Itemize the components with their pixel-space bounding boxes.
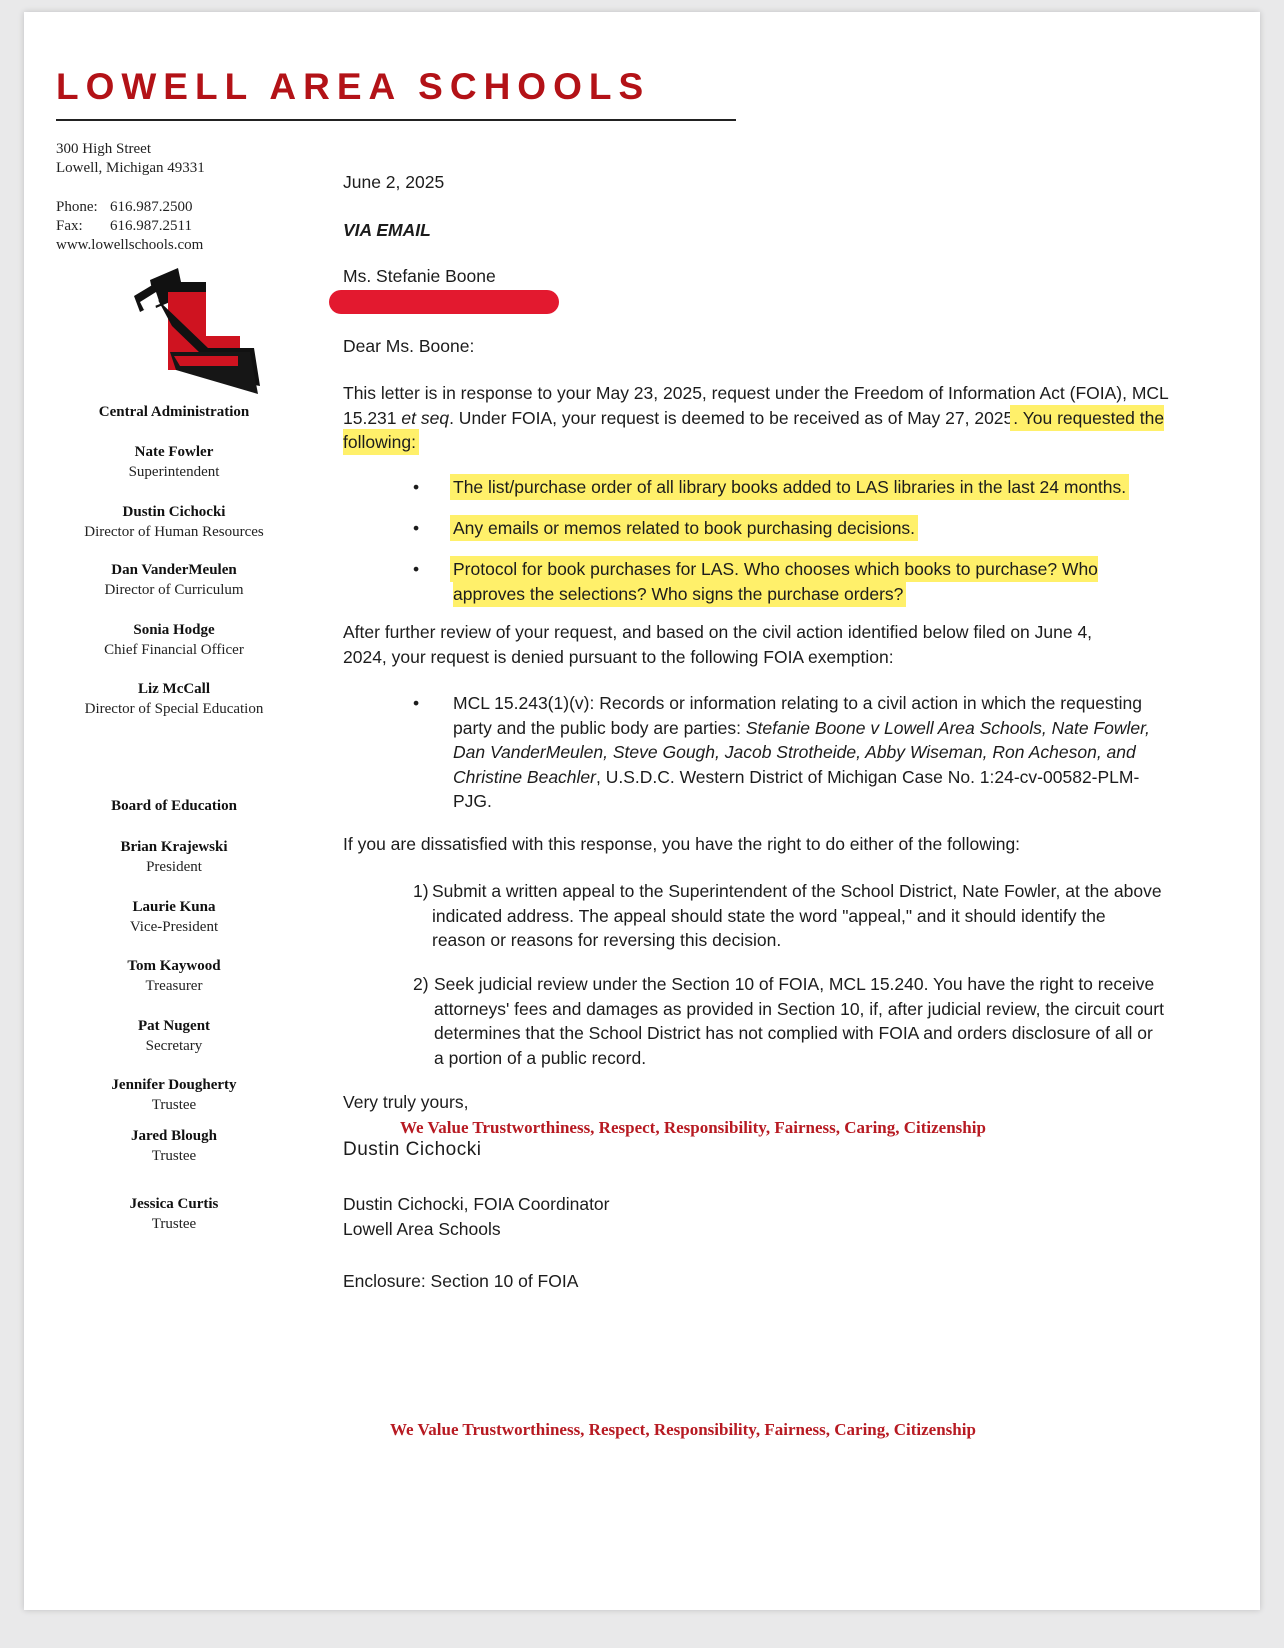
bullet-dot: • bbox=[413, 477, 420, 497]
board-name: Jared Blough bbox=[131, 1128, 217, 1144]
enclosure: Enclosure: Section 10 of FOIA bbox=[343, 1271, 579, 1291]
board-entry bbox=[24, 956, 324, 996]
intro-paragraph bbox=[343, 381, 1183, 455]
board-title: Vice-President bbox=[129, 919, 219, 935]
board-name: Pat Nugent bbox=[137, 1018, 211, 1034]
salutation: Dear Ms. Boone: bbox=[343, 336, 475, 356]
board-name: Jennifer Dougherty bbox=[111, 1077, 237, 1093]
board-entry bbox=[24, 1075, 324, 1115]
exemption-case-name: Stefanie Boone v Lowell Area Schools, Nate Fowler, Dan VanderMeulen, Steve Gough, Jacob Strotheide, Abby Wiseman, Ron Acheson, and Christine Beachler bbox=[453, 717, 1150, 787]
lowell-l-logo bbox=[110, 262, 260, 398]
rights-number: 2) bbox=[413, 974, 429, 994]
signer-title: Dustin Cichocki, FOIA Coordinator bbox=[343, 1194, 610, 1214]
delivery-method: VIA EMAIL bbox=[343, 220, 431, 240]
exemption-statute: MCL 15.243(1)(v): Records or information relating to a civil action in which the requesting party and the public body are parties: bbox=[453, 693, 1142, 738]
board-title: Trustee bbox=[151, 1097, 197, 1113]
board-name: Brian Krajewski bbox=[120, 839, 228, 855]
phone-label: Phone: bbox=[56, 199, 98, 215]
staff-name: Liz McCall bbox=[137, 681, 211, 697]
board-title: Secretary bbox=[145, 1038, 203, 1054]
board-entry bbox=[24, 1126, 324, 1166]
address-block bbox=[56, 140, 205, 178]
sidebar bbox=[24, 12, 324, 1610]
intro-text-3: 5 bbox=[1003, 407, 1014, 428]
letter-page bbox=[24, 12, 1260, 1610]
rights-text: Submit a written appeal to the Superintendent of the School District, Nate Fowler, at the above indicated address. The appeal should state the word "appeal," and it should identify the reason or reasons for reversing this decision. bbox=[432, 881, 1162, 950]
footer-slogan: We Value Trustworthiness, Respect, Responsibility, Fairness, Caring, Citizenship bbox=[390, 1420, 976, 1439]
staff-entry bbox=[24, 560, 324, 600]
board-title: President bbox=[146, 859, 202, 875]
board-entry bbox=[24, 1016, 324, 1056]
staff-title: Director of Special Education bbox=[84, 701, 264, 717]
signature: Dustin Cichocki bbox=[343, 1139, 482, 1160]
closing: Very truly yours, bbox=[343, 1092, 469, 1112]
redaction-bar bbox=[329, 290, 559, 314]
request-text: Any emails or memos related to book purchasing decisions. bbox=[453, 518, 916, 538]
board-entry bbox=[24, 837, 324, 877]
exemption-text bbox=[453, 691, 1153, 814]
central-admin-heading: Central Administration bbox=[98, 404, 250, 420]
fax-label: Fax: bbox=[56, 218, 83, 234]
staff-name: Sonia Hodge bbox=[133, 622, 215, 638]
contact-block bbox=[56, 198, 203, 255]
slogan-inline: We Value Trustworthiness, Respect, Responsibility, Fairness, Caring, Citizenship bbox=[400, 1118, 986, 1137]
request-text: The list/purchase order of all library books added to LAS libraries in the last 24 months. bbox=[453, 477, 1127, 497]
staff-entry bbox=[24, 442, 324, 482]
exemption-case-number: , U.S.D.C. Western District of Michigan Case No. 1:24-cv-00582-PLM-PJG. bbox=[453, 766, 1140, 811]
board-name: Laurie Kuna bbox=[132, 899, 216, 915]
letter-date: June 2, 2025 bbox=[343, 172, 445, 192]
board-name: Tom Kaywood bbox=[127, 958, 221, 974]
address-city: Lowell, Michigan 49331 bbox=[56, 160, 205, 176]
staff-name: Dan VanderMeulen bbox=[111, 562, 237, 578]
board-heading: Board of Education bbox=[111, 798, 237, 814]
signer-organization: Lowell Area Schools bbox=[343, 1219, 501, 1239]
staff-entry bbox=[24, 502, 324, 542]
board-title: Trustee bbox=[151, 1148, 197, 1164]
board-title: Trustee bbox=[151, 1216, 197, 1232]
bullet-dot: • bbox=[413, 693, 420, 713]
intro-et-seq: et seq bbox=[401, 407, 450, 428]
address-street: 300 High Street bbox=[56, 141, 151, 157]
staff-name: Nate Fowler bbox=[134, 444, 214, 460]
staff-entry bbox=[24, 620, 324, 660]
intro-text: This letter is in response to your May 23, 2025, request under the Freedom of Information Act (FOIA), MCL 15.231 bbox=[343, 383, 1169, 428]
phone-number: 616.987.2500 bbox=[110, 199, 193, 215]
staff-title: Director of Curriculum bbox=[104, 582, 244, 598]
bullet-dot: • bbox=[413, 559, 420, 579]
intro-highlight: . You requested the following: bbox=[343, 407, 1165, 452]
board-title: Treasurer bbox=[145, 978, 203, 994]
recipient-name: Ms. Stefanie Boone bbox=[343, 266, 496, 286]
denial-paragraph: After further review of your request, and based on the civil action identified below filed on June 4, 2024, your request is denied pursuant to the following FOIA exemption: bbox=[343, 622, 1093, 667]
board-entry bbox=[24, 897, 324, 937]
intro-text-2: . Under FOIA, your request is deemed to be received as of May 27, 202 bbox=[449, 407, 1004, 428]
fax-number: 616.987.2511 bbox=[110, 218, 192, 234]
request-text: Protocol for book purchases for LAS. Who chooses which books to purchase? Who approves the selections? Who signs the purchase orders? bbox=[453, 559, 1098, 604]
letterhead-brand: LOWELL AREA SCHOOLS bbox=[56, 66, 651, 107]
board-name: Jessica Curtis bbox=[129, 1196, 219, 1212]
rights-intro: If you are dissatisfied with this response, you have the right to do either of the following: bbox=[343, 834, 1021, 854]
staff-name: Dustin Cichocki bbox=[122, 504, 226, 520]
website: www.lowellschools.com bbox=[56, 237, 204, 253]
board-entry bbox=[24, 1194, 324, 1234]
staff-title: Superintendent bbox=[128, 464, 220, 480]
staff-entry bbox=[24, 679, 324, 719]
rights-text: Seek judicial review under the Section 10 of FOIA, MCL 15.240. You have the right to receive attorneys' fees and damages as provided in Section 10, if, after judicial review, the circuit court determines that the School District has not complied with FOIA and orders disclosure of all or a portion of a public record. bbox=[434, 974, 1164, 1068]
staff-title: Director of Human Resources bbox=[84, 524, 264, 540]
staff-title: Chief Financial Officer bbox=[104, 642, 244, 658]
rights-number: 1) bbox=[413, 881, 429, 901]
bullet-dot: • bbox=[413, 518, 420, 538]
